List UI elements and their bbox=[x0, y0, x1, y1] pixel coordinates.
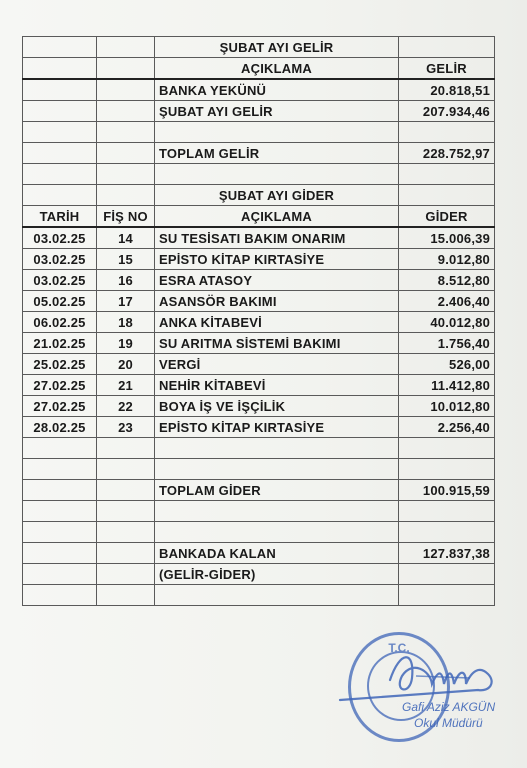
expense-desc: BOYA İŞ VE İŞÇİLİK bbox=[155, 396, 399, 417]
expense-total-amount: 100.915,59 bbox=[399, 480, 495, 501]
expense-row bbox=[23, 227, 495, 249]
balance-row bbox=[23, 543, 495, 564]
expense-amount: 40.012,80 bbox=[399, 312, 495, 333]
income-amount-header: GELİR bbox=[399, 58, 495, 80]
empty-row bbox=[23, 501, 495, 522]
expense-desc: SU TESİSATI BAKIM ONARIM bbox=[155, 227, 399, 249]
balance-label: BANKADA KALAN bbox=[155, 543, 399, 564]
income-total-amount: 228.752,97 bbox=[399, 143, 495, 164]
expense-date: 03.02.25 bbox=[23, 227, 97, 249]
expense-date: 27.02.25 bbox=[23, 396, 97, 417]
income-desc: ŞUBAT AYI GELİR bbox=[155, 101, 399, 122]
expense-row bbox=[23, 249, 495, 270]
expense-amount: 11.412,80 bbox=[399, 375, 495, 396]
expense-receipt-no: 22 bbox=[97, 396, 155, 417]
income-header-row bbox=[23, 58, 495, 80]
expense-desc-header: AÇIKLAMA bbox=[155, 206, 399, 228]
expense-date: 27.02.25 bbox=[23, 375, 97, 396]
expense-receipt-no: 15 bbox=[97, 249, 155, 270]
income-total-row bbox=[23, 143, 495, 164]
expense-row bbox=[23, 354, 495, 375]
expense-receipt-no: 17 bbox=[97, 291, 155, 312]
income-row bbox=[23, 79, 495, 101]
balance-amount: 127.837,38 bbox=[399, 543, 495, 564]
expense-date: 03.02.25 bbox=[23, 249, 97, 270]
empty-row bbox=[23, 438, 495, 459]
expense-receipt-no: 14 bbox=[97, 227, 155, 249]
empty-row bbox=[23, 164, 495, 185]
income-amount: 20.818,51 bbox=[399, 79, 495, 101]
income-row bbox=[23, 101, 495, 122]
stamp-tc-text: T.C. bbox=[388, 641, 410, 655]
income-desc-header: AÇIKLAMA bbox=[155, 58, 399, 80]
expense-row bbox=[23, 375, 495, 396]
expense-desc: ESRA ATASOY bbox=[155, 270, 399, 291]
expense-amount: 8.512,80 bbox=[399, 270, 495, 291]
expense-desc: NEHİR KİTABEVİ bbox=[155, 375, 399, 396]
expense-amount: 526,00 bbox=[399, 354, 495, 375]
expense-receipt-no: 21 bbox=[97, 375, 155, 396]
ledger-table bbox=[22, 36, 495, 606]
income-total-label: TOPLAM GELİR bbox=[155, 143, 399, 164]
empty-row bbox=[23, 522, 495, 543]
balance-sub-row bbox=[23, 564, 495, 585]
expense-desc: SU ARITMA SİSTEMİ BAKIMI bbox=[155, 333, 399, 354]
income-desc: BANKA YEKÜNÜ bbox=[155, 79, 399, 101]
expense-amount: 2.256,40 bbox=[399, 417, 495, 438]
empty-row bbox=[23, 459, 495, 480]
expense-row bbox=[23, 417, 495, 438]
income-title: ŞUBAT AYI GELİR bbox=[155, 37, 399, 58]
expense-header-row bbox=[23, 206, 495, 228]
expense-receipt-no: 23 bbox=[97, 417, 155, 438]
expense-amount: 10.012,80 bbox=[399, 396, 495, 417]
expense-date: 06.02.25 bbox=[23, 312, 97, 333]
expense-amount-header: GİDER bbox=[399, 206, 495, 228]
expense-row bbox=[23, 333, 495, 354]
expense-title-row bbox=[23, 185, 495, 206]
expense-date: 03.02.25 bbox=[23, 270, 97, 291]
expense-amount: 9.012,80 bbox=[399, 249, 495, 270]
expense-desc: ANKA KİTABEVİ bbox=[155, 312, 399, 333]
expense-row bbox=[23, 270, 495, 291]
expense-row bbox=[23, 396, 495, 417]
expense-row bbox=[23, 291, 495, 312]
date-header: TARİH bbox=[23, 206, 97, 228]
expense-amount: 15.006,39 bbox=[399, 227, 495, 249]
expense-desc: ASANSÖR BAKIMI bbox=[155, 291, 399, 312]
expense-date: 25.02.25 bbox=[23, 354, 97, 375]
expense-amount: 1.756,40 bbox=[399, 333, 495, 354]
expense-receipt-no: 20 bbox=[97, 354, 155, 375]
expense-total-label: TOPLAM GİDER bbox=[155, 480, 399, 501]
empty-row bbox=[23, 122, 495, 143]
expense-amount: 2.406,40 bbox=[399, 291, 495, 312]
receipt-header: FİŞ NO bbox=[97, 206, 155, 228]
expense-date: 05.02.25 bbox=[23, 291, 97, 312]
signatory-name: Gafi Aziz AKGÜN bbox=[402, 700, 496, 714]
expense-row bbox=[23, 312, 495, 333]
empty-row bbox=[23, 585, 495, 606]
expense-total-row bbox=[23, 480, 495, 501]
signatory-title: Okul Müdürü bbox=[414, 716, 483, 730]
expense-desc: VERGİ bbox=[155, 354, 399, 375]
expense-title: ŞUBAT AYI GİDER bbox=[155, 185, 399, 206]
expense-date: 21.02.25 bbox=[23, 333, 97, 354]
expense-receipt-no: 16 bbox=[97, 270, 155, 291]
expense-desc: EPİSTO KİTAP KIRTASİYE bbox=[155, 249, 399, 270]
balance-sub-label: (GELİR-GİDER) bbox=[155, 564, 399, 585]
income-title-row bbox=[23, 37, 495, 58]
expense-date: 28.02.25 bbox=[23, 417, 97, 438]
income-amount: 207.934,46 bbox=[399, 101, 495, 122]
expense-desc: EPİSTO KİTAP KIRTASİYE bbox=[155, 417, 399, 438]
expense-receipt-no: 18 bbox=[97, 312, 155, 333]
expense-receipt-no: 19 bbox=[97, 333, 155, 354]
